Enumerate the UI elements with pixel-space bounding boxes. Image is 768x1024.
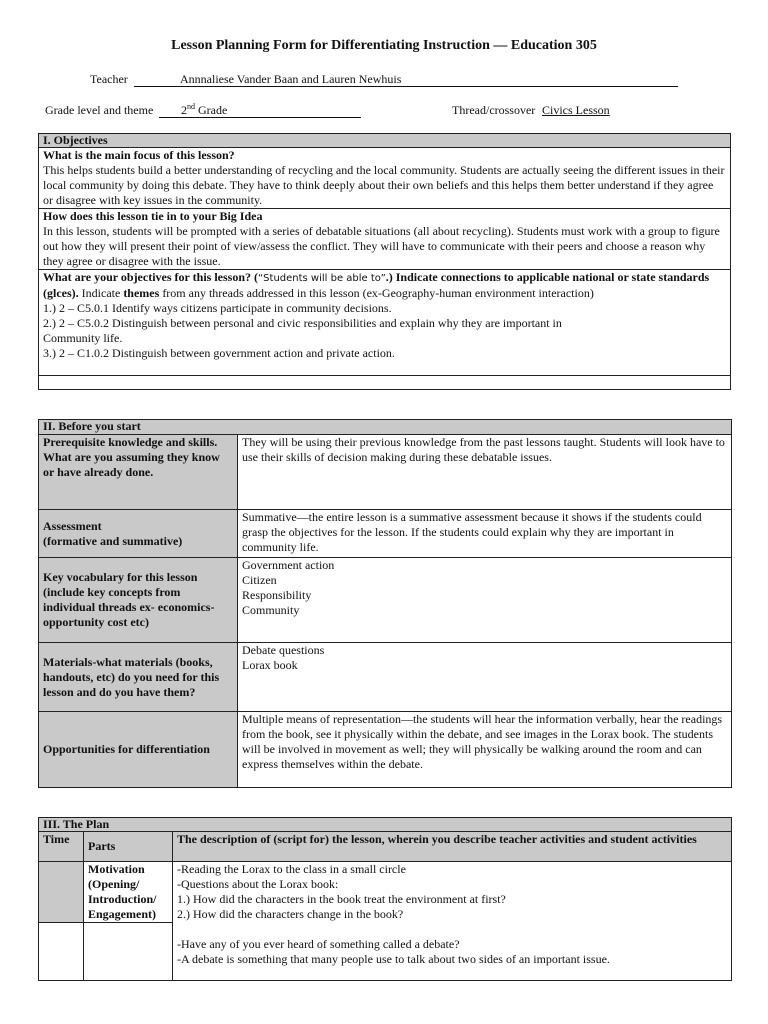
objective-item: 3.) 2 – C1.0.2 Distinguish between government action and private action. xyxy=(43,346,395,360)
focus-cell[interactable] xyxy=(39,148,731,209)
before-table xyxy=(38,419,732,788)
grade-field[interactable] xyxy=(159,103,361,118)
objectives-table xyxy=(38,133,731,390)
handwritten-prompt: “Students will be able to” xyxy=(258,273,386,284)
teacher-value: Annnaliese Vander Baan and Lauren Newhuis xyxy=(180,72,402,86)
bigidea-cell[interactable] xyxy=(39,209,731,270)
grade-value: 2nd Grade xyxy=(181,102,228,117)
time-cell[interactable] xyxy=(39,862,84,923)
description-column-header: The description of (script for) the lesson, wherein you describe teacher activities and student activities xyxy=(173,832,732,862)
assessment-label xyxy=(39,510,238,558)
assessment-label-sub: (formative and summative) xyxy=(43,533,183,548)
motivation-label: Motivation (Opening/ Introduction/ Engagement) xyxy=(84,862,173,923)
parts-column-header: Parts xyxy=(84,832,173,862)
motivation-description[interactable] xyxy=(173,862,732,981)
vocab-item: Responsibility xyxy=(242,588,312,602)
differentiation-label: Opportunities for differentiation xyxy=(39,712,238,788)
grade-label: Grade level and theme xyxy=(45,103,154,117)
plan-line: -Reading the Lorax to the class in a small circle xyxy=(177,862,406,876)
time-cell-empty[interactable] xyxy=(39,923,84,981)
objective-item: 2.) 2 – C5.0.2 Distinguish between personal and civic responsibilities and explain why they are important in xyxy=(43,316,562,330)
vocabulary-label: Key vocabulary for this lesson (include key concepts from individual threads ex- economics-opportunity cost etc) xyxy=(39,558,238,643)
objectives-header: I. Objectives xyxy=(39,134,731,148)
plan-table xyxy=(38,817,732,981)
focus-question: What is the main focus of this lesson? xyxy=(43,148,235,162)
time-column-header: Time xyxy=(39,832,84,862)
prerequisite-label: Prerequisite knowledge and skills. What are you assuming they know or have already done. xyxy=(39,435,238,510)
vocab-item: Government action xyxy=(242,558,335,572)
teacher-field[interactable] xyxy=(134,72,678,87)
bigidea-answer: In this lesson, students will be prompted with a series of debatable situations (all about recycling). Students must work with a group to figure out how they will present their point of view/assess the conflict. They will have to communicate with their peers and choose a reason why they agree or disagree with the issue. xyxy=(43,224,720,268)
objective-item: Community life. xyxy=(43,331,123,345)
plan-line: 2.) How did the characters change in the book? xyxy=(177,907,404,921)
prerequisite-value[interactable] xyxy=(238,435,732,510)
differentiation-value[interactable] xyxy=(238,712,732,788)
parts-cell-empty[interactable] xyxy=(84,923,173,981)
focus-answer: This helps students build a better understanding of recycling and the local community. Students are actually seeing the different issues in their local community by doing this debate. They have to think deeply about their own beliefs and this helps them better understand if they agree or disagree with key issues in the community. xyxy=(43,163,725,207)
objectives-empty-row[interactable] xyxy=(39,376,731,390)
materials-label: Materials-what materials (books, handouts, etc) do you need for this lesson and do you have them? xyxy=(39,643,238,712)
material-item: Lorax book xyxy=(242,658,298,672)
vocab-item: Community xyxy=(242,603,300,617)
objective-item: 1.) 2 – C5.0.1 Identify ways citizens participate in community decisions. xyxy=(43,301,392,315)
vocabulary-value[interactable] xyxy=(238,558,732,643)
objectives-cell[interactable] xyxy=(39,270,731,376)
thread-label: Thread/crossover xyxy=(452,103,536,117)
assessment-value[interactable] xyxy=(238,510,732,558)
prerequisite-text: They will be using their previous knowledge from the past lessons taught. Students will look have to use their skills of decision making during these debatable issues. xyxy=(242,435,725,464)
assessment-label-title: Assessment xyxy=(43,518,102,533)
teacher-label: Teacher xyxy=(90,72,128,86)
material-item: Debate questions xyxy=(242,643,325,657)
thread-value: Civics Lesson xyxy=(542,103,610,117)
assessment-text: Summative—the entire lesson is a summative assessment because it shows if the students could grasp the objectives for the lesson. If the students could explain why they are important in community life. xyxy=(242,510,702,554)
plan-line: -Have any of you ever heard of something called a debate? xyxy=(177,937,460,951)
vocab-item: Citizen xyxy=(242,573,277,587)
differentiation-text: Multiple means of representation—the students will hear the information verbally, hear the readings from the book, see it physically within the debate, and see images in the Lorax book. The students will be involved in movement as well; they will physically be walking around the room and can express themselves within the debate. xyxy=(242,712,723,771)
materials-value[interactable] xyxy=(238,643,732,712)
plan-line xyxy=(177,922,727,937)
before-header: II. Before you start xyxy=(39,420,732,435)
plan-line: -A debate is something that many people use to talk about two sides of an important issue. xyxy=(177,952,610,966)
objectives-question: What are your objectives for this lesson? (“Students will be able to”.) Indicate connections to applicable national or state standards (glces). Indicate themes from any threads addressed in this lesson (ex-Geography-human environment interaction) xyxy=(43,270,710,300)
bigidea-question: How does this lesson tie in to your Big Idea xyxy=(43,209,263,223)
form-title: Lesson Planning Form for Differentiating Instruction — Education 305 xyxy=(171,38,597,53)
plan-line: -Questions about the Lorax book: xyxy=(177,877,339,891)
plan-header: III. The Plan xyxy=(39,818,732,832)
plan-line: 1.) How did the characters in the book treat the environment at first? xyxy=(177,892,506,906)
